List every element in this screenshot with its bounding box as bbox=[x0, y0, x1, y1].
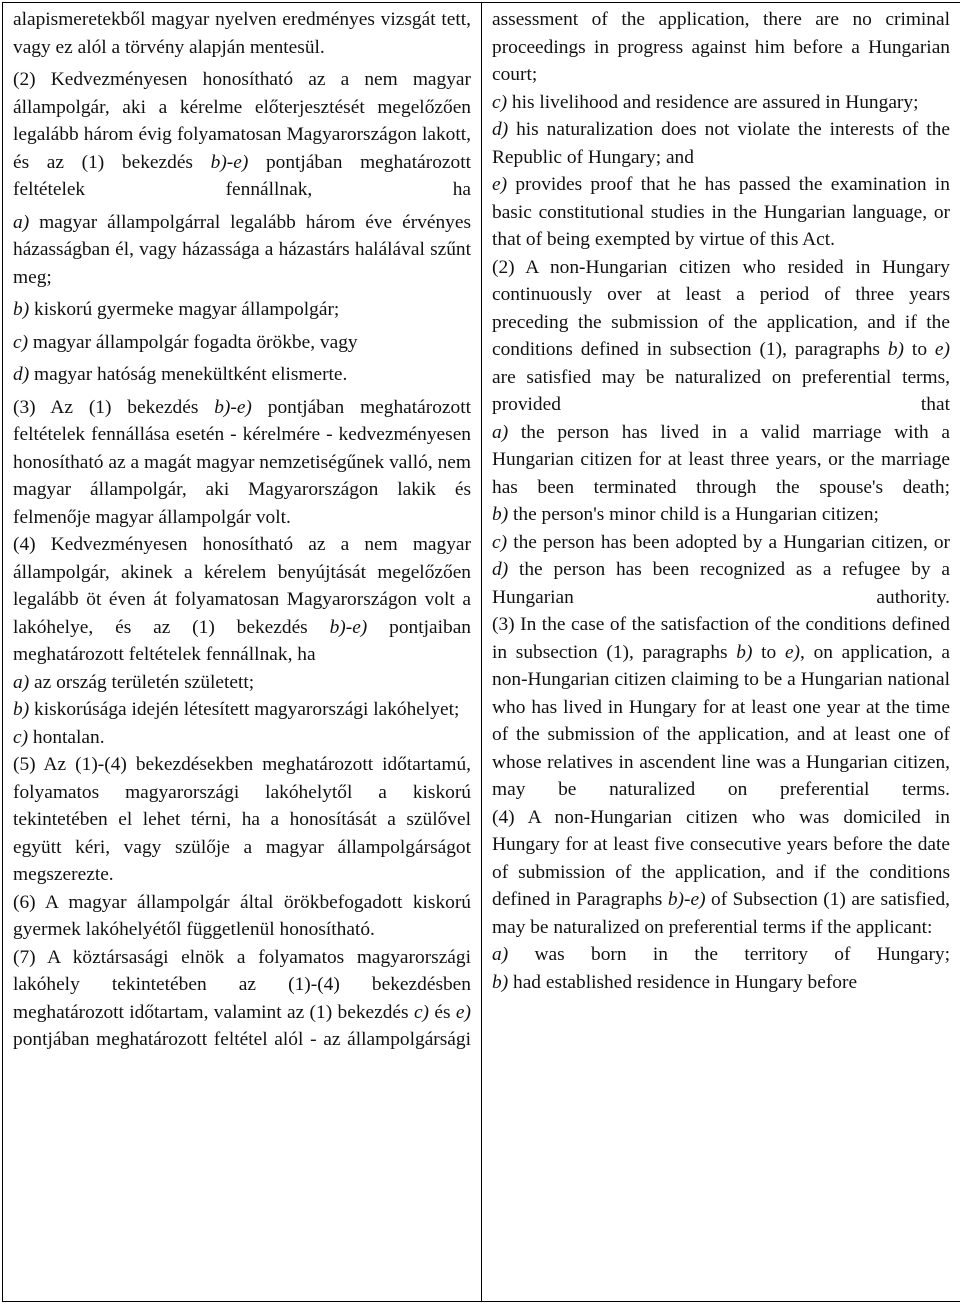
en-p4-item-a: a) was born in the territory of Hungary; bbox=[492, 944, 950, 965]
hu-p2-item-c: c) magyar állampolgár fogadta örökbe, vagy bbox=[13, 331, 358, 353]
hu-paragraph-5: (5) Az (1)-(4) bekezdésekben meghatározott időtartamú, folyamatos magyarországi lakóhelytől a kiskorú tekintetében el lehet térni, ha a honosítását a szülővel együtt kéri, vagy szülője a magyar állampolgárságot megszerezte. bbox=[13, 754, 471, 885]
en-p2-item-d: d) the person has been recognized as a refugee by a Hungarian authority. bbox=[492, 559, 950, 608]
hu-p4-item-b: b) kiskorúsága idején létesített magyarországi lakóhelyet; bbox=[13, 699, 460, 720]
en-intro-item-c: c) his livelihood and residence are assured in Hungary; bbox=[492, 91, 919, 113]
bilingual-columns bbox=[2, 2, 960, 1302]
en-intro-item-e: e) provides proof that he has passed the examination in basic constitutional studies in the Hungarian language, or that of being exempted by virtue of this Act. bbox=[492, 174, 950, 250]
en-paragraph-4: (4) A non-Hungarian citizen who was domiciled in Hungary for at least five consecutive years before the date of submission of the application, and if the conditions defined in Paragraphs b)-e) of Subsection (1) are satisfied, may be naturalized on preferential terms if the applicant: bbox=[492, 806, 950, 938]
hu-p2-item-b: b) kiskorú gyermeke magyar állampolgár; bbox=[13, 299, 340, 320]
english-column bbox=[482, 3, 960, 1302]
en-paragraph-3: (3) In the case of the satisfaction of the conditions defined in subsection (1), paragraphs b) to e), on application, a non-Hungarian citizen claiming to be a Hungarian national who has lived in Hungary for at least one year at the time of the submission of the application, and at least one of whose relatives in ascendent line was a Hungarian citizen, may be naturalized on preferential terms. bbox=[492, 614, 950, 800]
hu-paragraph-6: (6) A magyar állampolgár által örökbefogadott kiskorú gyermek lakóhelyétől függetlenül honosítható. bbox=[13, 891, 471, 940]
hu-paragraph-3: (3) Az (1) bekezdés b)-e) pontjában meghatározott feltételek fennállása esetén - kérelmére - kedvezményesen honosítható az a magát magyar nemzetiségűnek valló, nem magyar állampolgár, aki Magyarországon lakik és felmenője magyar állampolgár volt. bbox=[13, 396, 471, 528]
hu-intro-paragraph: alapismeretekből magyar nyelven eredményes vizsgát tett, vagy ez alól a törvény alapján mentesül. bbox=[13, 9, 471, 58]
hungarian-column bbox=[3, 3, 482, 1302]
hu-p2-item-a: a) magyar állampolgárral legalább három éve érvényes házasságban él, vagy házassága a házastárs halálával szűnt meg; bbox=[13, 211, 471, 288]
hu-p4-item-a: a) az ország területén született; bbox=[13, 671, 255, 693]
en-intro-paragraph: assessment of the application, there are no criminal proceedings in progress against him before a Hungarian court; bbox=[492, 9, 950, 85]
hu-p2-item-d: d) magyar hatóság menekültként elismerte. bbox=[13, 364, 348, 385]
en-p4-item-b: b) had established residence in Hungary before bbox=[492, 971, 858, 993]
hu-paragraph-7: (7) A köztársasági elnök a folyamatos magyarországi lakóhely tekintetében az (1)-(4) bekezdésben meghatározott időtartam, valamint az (1) bekezdés c) és e) pontjában meghatározott feltétel alól - az állampolgársági bbox=[13, 946, 471, 1050]
en-intro-item-d: d) his naturalization does not violate the interests of the Republic of Hungary; and bbox=[492, 119, 950, 168]
en-paragraph-2: (2) A non-Hungarian citizen who resided in Hungary continuously over at least a period of three years preceding the submission of the application, and if the conditions defined in subsection (1), paragraphs b) to e) are satisfied may be naturalized on preferential terms, provided that bbox=[492, 256, 950, 415]
hu-paragraph-4: (4) Kedvezményesen honosítható az a nem magyar állampolgár, akinek a kérelem benyújtását megelőzően legalább öt éven át folyamatosan Magyarországon volt a lakóhelye, és az (1) bekezdés b)-e) pontjaiban meghatározott feltételek fennállnak, ha bbox=[13, 534, 471, 665]
en-p2-item-a: a) the person has lived in a valid marriage with a Hungarian citizen for at least three years, or the marriage has been terminated through the spouse's death; bbox=[492, 421, 950, 498]
hu-p4-item-c: c) hontalan. bbox=[13, 726, 105, 748]
en-p2-item-b: b) the person's minor child is a Hungarian citizen; bbox=[492, 504, 879, 525]
hu-paragraph-2: (2) Kedvezményesen honosítható az a nem magyar állampolgár, aki a kérelme előterjesztését megelőzően legalább három évig folyamatosan Magyarországon lakott, és az (1) bekezdés b)-e) pontjában meghatározott feltételek fennállnak, ha bbox=[13, 69, 471, 200]
en-p2-item-c: c) the person has been adopted by a Hungarian citizen, or bbox=[492, 531, 950, 553]
